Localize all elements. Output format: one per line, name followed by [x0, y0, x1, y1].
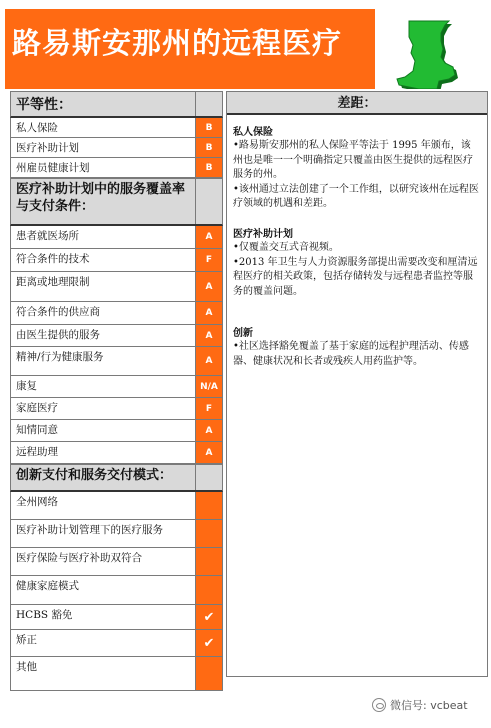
row-label: 知情同意: [16, 424, 58, 436]
gaps-panel: [226, 91, 488, 677]
gap-section-title: 医疗补助计划: [233, 229, 293, 240]
row-label: 患者就医场所: [16, 230, 79, 242]
table-row: [10, 442, 223, 464]
gap-section-innovation: [233, 324, 479, 369]
grade-badge: F: [195, 249, 222, 271]
row-label: 家庭医疗: [16, 402, 58, 414]
grade-badge: [195, 657, 222, 690]
row-label: 符合条件的技术: [16, 253, 90, 265]
grade-badge: [195, 520, 222, 547]
grade-badge: A: [195, 420, 222, 441]
header-banner: [5, 9, 487, 89]
map-panel: [375, 9, 487, 89]
row-label: 医疗保险与医疗补助双符合: [16, 552, 142, 564]
coverage-header: [10, 178, 223, 226]
grade-badge: B: [195, 138, 222, 157]
page-title: 路易斯安那州的远程医疗: [12, 26, 343, 60]
row-label: 州雇员健康计划: [16, 162, 90, 174]
grade-badge: B: [195, 118, 222, 137]
gap-bullet: •社区选择豁免覆盖了基于家庭的远程护理活动、传感器、健康状况和长者或残疾人用药监护等。: [233, 341, 469, 367]
grade-badge: A: [195, 302, 222, 324]
table-row: [10, 138, 223, 158]
table-row: [10, 520, 223, 548]
gap-bullet: •2013 年卫生与人力资源服务部提出需要改变和厘清远程医疗的相关政策，包括存储转发与远程患者监控等服务的覆盖问题。: [233, 256, 478, 297]
innovation-title: 创新支付和服务交付模式：: [16, 468, 173, 483]
grade-badge: A: [195, 325, 222, 346]
gap-section-title: 创新: [233, 328, 253, 339]
row-label: HCBS 豁免: [16, 609, 73, 621]
row-label: 全州网络: [16, 496, 58, 508]
table-row: [10, 325, 223, 347]
gaps-title: 差距：: [227, 92, 487, 115]
grade-badge: N/A: [195, 376, 222, 397]
row-label: 由医生提供的服务: [16, 329, 100, 341]
check-icon: ✔: [195, 605, 222, 629]
table-row: [10, 118, 223, 138]
table-row: [10, 548, 223, 576]
row-label: 符合条件的供应商: [16, 306, 100, 318]
row-label: 精神/行为健康服务: [16, 351, 104, 363]
gap-section-private-insurance: [233, 123, 479, 212]
grade-badge: A: [195, 347, 222, 375]
row-label: 康复: [16, 380, 37, 392]
check-icon: ✔: [195, 630, 222, 656]
gap-section-title: 私人保险: [233, 127, 273, 138]
wechat-logo-icon: [372, 698, 386, 712]
row-label: 医疗补助计划: [16, 142, 79, 154]
table-row: [10, 657, 223, 691]
gap-section-medicaid: [233, 225, 479, 299]
watermark-text: 微信号: vcbeat: [390, 699, 468, 712]
table-row: [10, 226, 223, 249]
grade-badge: A: [195, 226, 222, 248]
row-label: 距离或地理限制: [16, 276, 90, 288]
gap-bullet: •该州通过立法创建了一个工作组，以研究该州在远程医疗领域的机遇和差距。: [233, 183, 479, 209]
coverage-title: 医疗补助计划中的服务覆盖率与支付条件：: [16, 182, 186, 214]
grade-badge: B: [195, 158, 222, 177]
table-row: [10, 272, 223, 302]
innovation-header: [10, 464, 223, 492]
scorecard-table: [10, 91, 223, 691]
row-label: 私人保险: [16, 122, 58, 134]
table-row: [10, 158, 223, 178]
row-label: 医疗补助计划管理下的医疗服务: [16, 524, 163, 536]
table-row: [10, 630, 223, 657]
table-row: [10, 605, 223, 630]
parity-header: [10, 91, 223, 118]
table-row: [10, 249, 223, 272]
grade-badge: [195, 548, 222, 575]
table-row: [10, 398, 223, 420]
grade-badge: [195, 576, 222, 604]
row-label: 远程助理: [16, 446, 58, 458]
grade-badge: A: [195, 272, 222, 301]
grade-badge: [195, 492, 222, 519]
grade-badge: A: [195, 442, 222, 463]
row-label: 其他: [16, 661, 37, 673]
table-row: [10, 376, 223, 398]
row-label: 健康家庭模式: [16, 580, 79, 592]
gap-bullet: •仅覆盖交互式音视频。: [233, 242, 339, 253]
row-label: 矫正: [16, 634, 37, 646]
table-row: [10, 347, 223, 376]
table-row: [10, 302, 223, 325]
louisiana-map-icon: [375, 9, 487, 89]
grade-badge: F: [195, 398, 222, 419]
watermark: [372, 697, 468, 713]
table-row: [10, 576, 223, 605]
table-row: [10, 492, 223, 520]
table-row: [10, 420, 223, 442]
gap-bullet: •路易斯安那州的私人保险平等法于 1995 年颁布，该州也是唯一一个明确指定只覆盖由医生提供的远程医疗服务的州。: [233, 140, 473, 180]
parity-title: 平等性：: [16, 97, 72, 113]
